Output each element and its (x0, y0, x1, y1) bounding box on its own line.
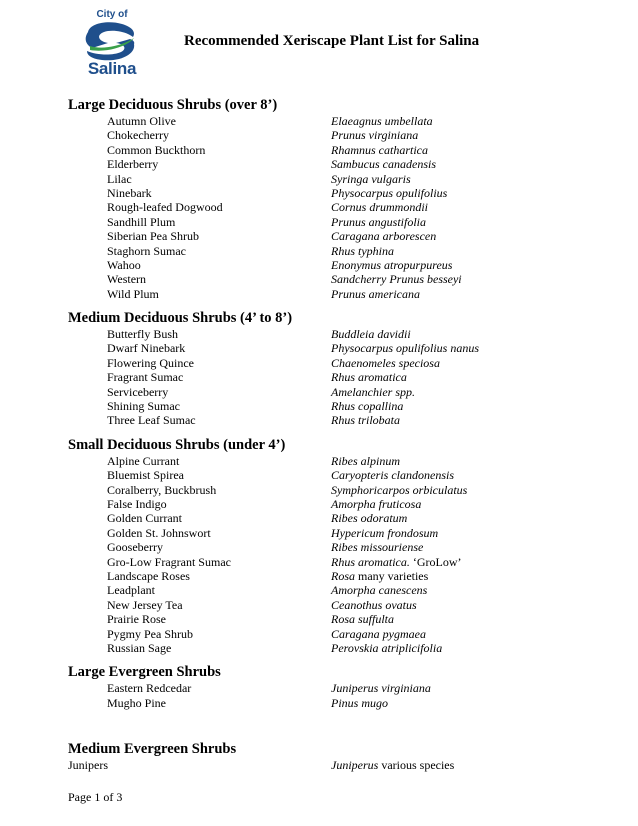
plant-scientific-name (331, 627, 426, 641)
plant-common-name: Prairie Rose (107, 612, 166, 627)
plant-common-name: Sandhill Plum (107, 214, 176, 229)
scientific-name-text: Sambucus canadensis (331, 157, 436, 172)
plant-row (68, 511, 608, 525)
plant-scientific-name (331, 758, 454, 772)
scientific-name-text: Symphoricarpos orbiculatus (331, 482, 468, 497)
scientific-name-text: Hypericum frondosum (331, 525, 439, 540)
plant-common-name: Rough-leafed Dogwood (107, 200, 223, 215)
plant-row (68, 157, 608, 171)
section-title: Large Evergreen Shrubs (68, 664, 221, 681)
plant-scientific-name (331, 526, 438, 540)
plant-row (68, 413, 608, 427)
plant-scientific-name (331, 287, 420, 301)
plant-scientific-name (331, 200, 428, 214)
scientific-name-note: ‘GroLow’ (409, 554, 462, 569)
plant-scientific-name (331, 454, 400, 468)
plant-scientific-name (331, 157, 436, 171)
plant-scientific-name (331, 128, 418, 142)
scientific-name-note: many varieties (355, 568, 429, 583)
plant-common-name: Western (107, 272, 147, 287)
scientific-name-text: Caragana pygmaea (331, 626, 426, 641)
plant-row (68, 399, 608, 413)
scientific-name-text: Ribes odoratum (331, 511, 408, 526)
scientific-name-text: Physocarpus opulifolius nanus (331, 341, 480, 356)
plant-common-name: Staghorn Sumac (107, 243, 186, 258)
scientific-name-text: Cornus drummondii (331, 200, 429, 215)
scientific-name-note: various species (378, 758, 455, 773)
plant-common-name: Leadplant (107, 583, 155, 598)
scientific-name-text: Prunus virginiana (331, 128, 419, 143)
plant-common-name: Pygmy Pea Shrub (107, 626, 194, 641)
plant-row (68, 681, 608, 695)
plant-common-name: Golden St. Johnswort (107, 525, 211, 540)
plant-row (68, 128, 608, 142)
scientific-name-text: Amorpha canescens (331, 583, 428, 598)
plant-scientific-name (331, 272, 462, 286)
scientific-name-text: Chaenomeles speciosa (331, 355, 440, 370)
document-title: Recommended Xeriscape Plant List for Salina (184, 33, 480, 49)
plant-common-name: Fragrant Sumac (107, 370, 184, 385)
plant-scientific-name (331, 370, 407, 384)
plant-scientific-name (331, 399, 403, 413)
plant-common-name: Golden Currant (107, 511, 182, 526)
plant-scientific-name (331, 258, 452, 272)
scientific-name-text: Perovskia atriplicifolia (331, 640, 443, 655)
plant-scientific-name (331, 641, 442, 655)
plant-scientific-name (331, 540, 423, 554)
plant-scientific-name (331, 172, 411, 186)
plant-scientific-name (331, 681, 431, 695)
plant-row (68, 356, 608, 370)
plant-row (68, 540, 608, 554)
plant-scientific-name (331, 327, 411, 341)
plant-row (68, 244, 608, 258)
plant-common-name: Eastern Redcedar (107, 681, 192, 696)
plant-scientific-name (331, 555, 462, 569)
scientific-name-text: Caryopteris clandonensis (331, 468, 454, 483)
scientific-name-text: Rhus aromatica (331, 370, 407, 385)
scientific-name-text: Elaeagnus umbellata (331, 114, 433, 128)
plant-row (68, 641, 608, 655)
scientific-name-text: Rosa (331, 568, 355, 583)
plant-common-name: Three Leaf Sumac (107, 413, 196, 428)
plant-common-name: Autumn Olive (107, 114, 176, 128)
section-title: Small Deciduous Shrubs (under 4’) (68, 436, 286, 453)
plant-common-name: Wild Plum (107, 286, 159, 301)
plant-row (68, 612, 608, 626)
plant-row (68, 258, 608, 272)
plant-scientific-name (331, 341, 479, 355)
section-title: Medium Deciduous Shrubs (4’ to 8’) (68, 310, 293, 327)
scientific-name-text: Ribes missouriense (331, 540, 424, 555)
plant-row (68, 229, 608, 243)
plant-list (68, 96, 608, 772)
plant-common-name: Dwarf Ninebark (107, 341, 186, 356)
scientific-name-text: Prunus angustifolia (331, 214, 427, 229)
scientific-name-text: Prunus americana (331, 286, 420, 301)
plant-common-name: Siberian Pea Shrub (107, 229, 199, 244)
plant-common-name: Gooseberry (107, 540, 163, 555)
plant-common-name: Alpine Currant (107, 453, 180, 468)
scientific-name-text: Enonymus atropurpureus (331, 257, 453, 272)
scientific-name-text: Syringa vulgaris (331, 171, 411, 186)
scientific-name-text: Ceanothus ovatus (331, 597, 417, 612)
scientific-name-text: Amorpha fruticosa (331, 496, 422, 511)
plant-common-name: Wahoo (107, 257, 141, 272)
plant-scientific-name (331, 612, 394, 626)
plant-common-name: Butterfly Bush (107, 327, 178, 342)
plant-row (68, 272, 608, 286)
plant-scientific-name (331, 483, 467, 497)
plant-common-name: Common Buckthorn (107, 142, 206, 157)
page-number: Page 1 of 3 (68, 790, 123, 804)
plant-common-name: Bluemist Spirea (107, 468, 184, 483)
scientific-name-text: Amelanchier spp. (331, 384, 415, 399)
plant-row (68, 341, 608, 355)
scientific-name-text: Physocarpus opulifolius (331, 185, 448, 200)
plant-scientific-name (331, 385, 415, 399)
scientific-name-text: Rosa suffulta (331, 612, 395, 627)
plant-row (68, 627, 608, 641)
logo-salina-text: Salina (87, 59, 137, 78)
scientific-name-text: Caragana arborescen (331, 229, 437, 244)
plant-scientific-name (331, 229, 436, 243)
scientific-name-text: Pinus mugo (331, 695, 388, 710)
plant-row (68, 215, 608, 229)
scientific-name-text: Rhamnus cathartica (331, 142, 428, 157)
plant-row (68, 483, 608, 497)
plant-row (68, 696, 608, 710)
plant-row (68, 200, 608, 214)
section-title: Medium Evergreen Shrubs (68, 741, 237, 758)
plant-row (68, 327, 608, 341)
scientific-name-text: Rhus typhina (331, 243, 394, 258)
plant-row (68, 287, 608, 301)
scientific-name-text: Rhus copallina (331, 399, 404, 414)
plant-scientific-name (331, 598, 417, 612)
plant-common-name: Chokecherry (107, 128, 169, 143)
plant-common-name: Lilac (107, 171, 132, 186)
scientific-name-text: Juniperus virginiana (331, 681, 431, 696)
plant-scientific-name (331, 215, 426, 229)
scientific-name-text: Juniperus (331, 758, 379, 773)
plant-scientific-name (331, 497, 421, 511)
plant-row (68, 555, 608, 569)
plant-scientific-name (331, 468, 454, 482)
scientific-name-text: Sandcherry Prunus besseyi (331, 272, 462, 287)
plant-row (68, 172, 608, 186)
plant-scientific-name (331, 569, 428, 583)
scientific-name-text: Rhus aromatica. (331, 554, 410, 569)
plant-scientific-name (331, 186, 447, 200)
scientific-name-text: Ribes alpinum (331, 453, 400, 468)
logo-city-of-text: City of (96, 9, 128, 20)
plant-common-name: Mugho Pine (107, 695, 167, 710)
plant-common-name: Serviceberry (107, 384, 169, 399)
plant-common-name: Landscape Roses (107, 568, 190, 583)
plant-common-name: Coralberry, Buckbrush (107, 482, 217, 497)
plant-common-name: Ninebark (107, 185, 152, 200)
plant-row (68, 497, 608, 511)
plant-row (68, 186, 608, 200)
section-title: Large Deciduous Shrubs (over 8’) (68, 97, 278, 113)
plant-common-name: False Indigo (107, 496, 167, 511)
plant-row (68, 598, 608, 612)
plant-row (68, 526, 608, 540)
plant-scientific-name (331, 511, 407, 525)
plant-row (68, 583, 608, 597)
plant-row (68, 385, 608, 399)
plant-row (68, 143, 608, 157)
plant-row (68, 114, 608, 128)
plant-scientific-name (331, 356, 440, 370)
scientific-name-text: Rhus trilobata (331, 413, 401, 428)
plant-common-name: Russian Sage (107, 640, 172, 655)
plant-common-name: Shining Sumac (107, 399, 181, 414)
plant-row (68, 468, 608, 482)
plant-scientific-name (331, 143, 428, 157)
scientific-name-text: Buddleia davidii (331, 327, 411, 342)
plant-scientific-name (331, 244, 394, 258)
plant-row (68, 569, 608, 583)
plant-common-name: Junipers (68, 758, 108, 773)
plant-scientific-name (331, 413, 400, 427)
plant-common-name: New Jersey Tea (107, 597, 183, 612)
plant-scientific-name (331, 696, 388, 710)
plant-common-name: Flowering Quince (107, 355, 194, 370)
plant-row (68, 454, 608, 468)
plant-row (68, 758, 608, 772)
plant-row (68, 370, 608, 384)
plant-scientific-name (331, 114, 433, 128)
plant-scientific-name (331, 583, 427, 597)
plant-common-name: Gro-Low Fragrant Sumac (107, 554, 231, 569)
plant-common-name: Elderberry (107, 157, 159, 172)
